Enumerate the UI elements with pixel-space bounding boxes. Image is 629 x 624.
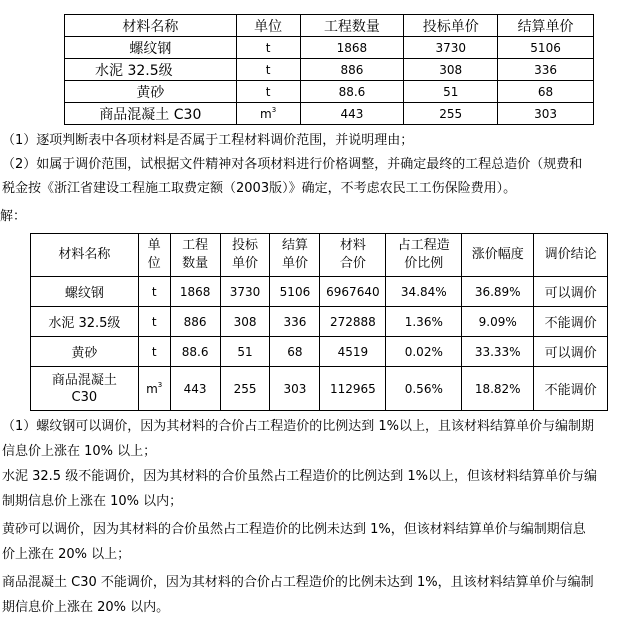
quantity-cell: 886: [300, 59, 404, 81]
material-name: 商品混凝土 C30: [31, 367, 139, 411]
cost-ratio-cell: 34.84%: [386, 277, 462, 307]
table-row: [65, 37, 594, 59]
answer-line: 水泥 32.5 级不能调价，因为其材料的合价虽然占工程造价的比例达到 1%以上，但该材料结算单价与编: [2, 469, 597, 484]
price-adjustment-table: [30, 233, 608, 411]
cost-ratio-cell: 1.36%: [386, 307, 462, 337]
answer-line: 商品混凝土 C30 不能调价，因为其材料的合价占工程造价的比例未达到 1%，且该材料结算单价与编制: [2, 575, 594, 590]
total-price-cell: 272888: [320, 307, 386, 337]
column-header: 投标单价: [404, 15, 498, 37]
settle-price-cell: 303: [498, 103, 594, 125]
table-header-row: [65, 15, 594, 37]
material-name: 水泥 32.5级: [65, 59, 237, 81]
unit-cell: $m^3$: [138, 367, 170, 411]
column-header: 材料名称: [31, 234, 139, 277]
column-header: 占工程造 价比例: [386, 234, 462, 277]
unit-cell: t: [138, 307, 170, 337]
material-name: 黄砂: [65, 81, 237, 103]
column-header: 工程 数量: [170, 234, 220, 277]
price-rise-cell: 9.09%: [462, 307, 534, 337]
answer-line: 期信息价上涨在 20% 以内。: [2, 600, 170, 615]
price-rise-cell: 18.82%: [462, 367, 534, 411]
column-header: 涨价幅度: [462, 234, 534, 277]
answer-line: 黄砂可以调价，因为其材料的合价虽然占工程造价的比例未达到 1%，但该材料结算单价与编制期信息: [2, 522, 586, 537]
unit-cell: t: [138, 337, 170, 367]
settle-price-cell: 336: [498, 59, 594, 81]
conclusion-cell: 可以调价: [534, 277, 608, 307]
total-price-cell: 112965: [320, 367, 386, 411]
question-2-line-2: 税金按《浙江省建设工程施工取费定额（2003版）》确定，不考虑农民工工伤保险费用）。: [2, 181, 517, 196]
settle-price-cell: 68: [498, 81, 594, 103]
column-header: 投标 单价: [220, 234, 270, 277]
conclusion-cell: 不能调价: [534, 307, 608, 337]
column-header: 材料 合价: [320, 234, 386, 277]
quantity-cell: 443: [300, 103, 404, 125]
price-rise-cell: 33.33%: [462, 337, 534, 367]
column-header: 调价结论: [534, 234, 608, 277]
bid-price-cell: 308: [404, 59, 498, 81]
cost-ratio-cell: 0.02%: [386, 337, 462, 367]
column-header: 材料名称: [65, 15, 237, 37]
unit-cell: t: [236, 59, 300, 81]
quantity-cell: 443: [170, 367, 220, 411]
bid-price-cell: 51: [404, 81, 498, 103]
quantity-cell: 1868: [170, 277, 220, 307]
cost-ratio-cell: 0.56%: [386, 367, 462, 411]
answer-line: 信息价上涨在 10% 以上；: [2, 444, 157, 459]
solution-label: 解：: [0, 209, 27, 224]
column-header: 结算 单价: [270, 234, 320, 277]
column-header: 结算单价: [498, 15, 594, 37]
price-rise-cell: 36.89%: [462, 277, 534, 307]
quantity-cell: 1868: [300, 37, 404, 59]
total-price-cell: 4519: [320, 337, 386, 367]
bid-price-cell: 308: [220, 307, 270, 337]
settle-price-cell: 5106: [270, 277, 320, 307]
table-row: [65, 59, 594, 81]
settle-price-cell: 336: [270, 307, 320, 337]
table-row: [65, 81, 594, 103]
answer-line: 制期信息价上涨在 10% 以内；: [2, 494, 183, 509]
unit-cell: t: [236, 81, 300, 103]
table-row: [31, 307, 608, 337]
conclusion-cell: 可以调价: [534, 337, 608, 367]
bid-price-cell: 51: [220, 337, 270, 367]
unit-cell: t: [138, 277, 170, 307]
table-row: [65, 103, 594, 125]
question-2-line-1: （2）如属于调价范围，试根据文件精神对各项材料进行价格调整，并确定最终的工程总造价（规费和: [2, 157, 583, 172]
table-row: [31, 337, 608, 367]
answer-line: 价上涨在 20% 以上；: [2, 547, 131, 562]
quantity-cell: 88.6: [170, 337, 220, 367]
unit-cell: t: [236, 37, 300, 59]
settle-price-cell: 5106: [498, 37, 594, 59]
bid-price-cell: 255: [404, 103, 498, 125]
bid-price-cell: 3730: [404, 37, 498, 59]
answer-line: （1）螺纹钢可以调价，因为其材料的合价占工程造价的比例达到 1%以上，且该材料结算单价与编制期: [2, 419, 595, 434]
table-row: [31, 367, 608, 411]
material-name: 黄砂: [31, 337, 139, 367]
column-header: 单位: [236, 15, 300, 37]
column-header: 单 位: [138, 234, 170, 277]
conclusion-cell: 不能调价: [534, 367, 608, 411]
quantity-cell: 886: [170, 307, 220, 337]
settle-price-cell: 303: [270, 367, 320, 411]
question-1: （1）逐项判断表中各项材料是否属于工程材料调价范围，并说明理由；: [2, 133, 414, 148]
table-row: [31, 277, 608, 307]
table-header-row: [31, 234, 608, 277]
material-name: 螺纹钢: [31, 277, 139, 307]
quantity-cell: 88.6: [300, 81, 404, 103]
bid-price-cell: 255: [220, 367, 270, 411]
settle-price-cell: 68: [270, 337, 320, 367]
bid-price-cell: 3730: [220, 277, 270, 307]
material-name: 螺纹钢: [65, 37, 237, 59]
column-header: 工程数量: [300, 15, 404, 37]
material-name: 商品混凝土 C30: [65, 103, 237, 125]
total-price-cell: 6967640: [320, 277, 386, 307]
material-price-table: [64, 14, 594, 125]
unit-cell: $m^3$: [236, 103, 300, 125]
material-name: 水泥 32.5级: [31, 307, 139, 337]
